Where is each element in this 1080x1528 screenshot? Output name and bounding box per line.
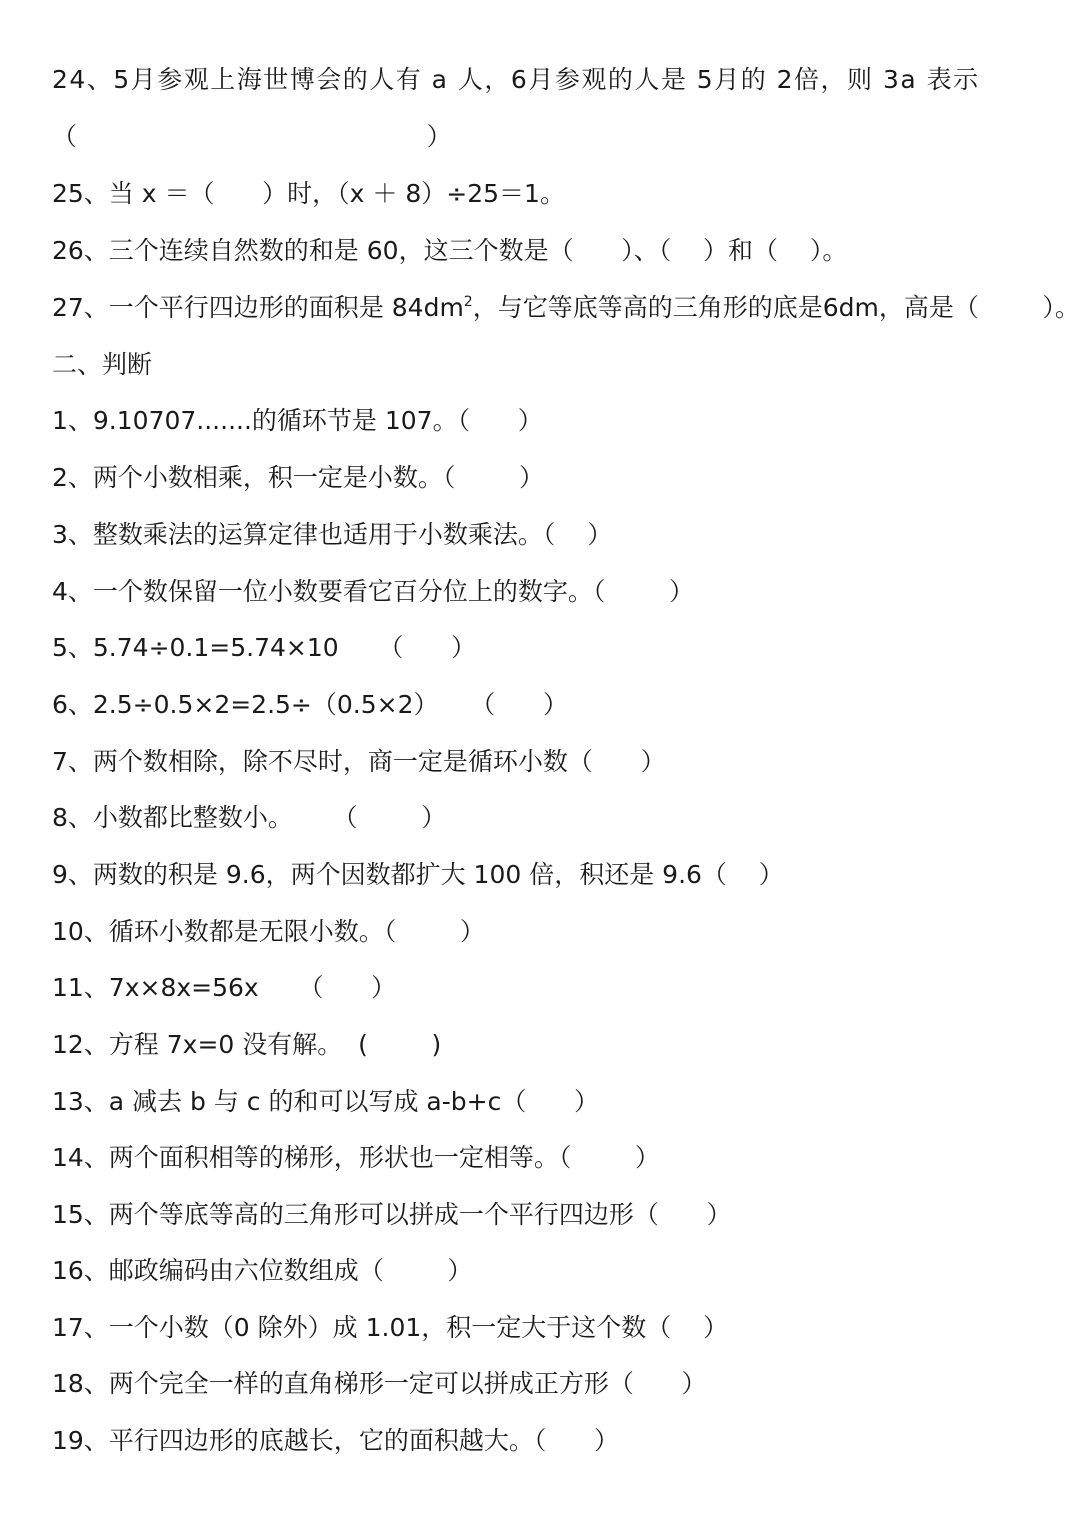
question-25: 25、当 x ＝（ ）时，（x ＋ 8）÷25＝1。 <box>52 179 565 208</box>
judgment-item-15: 15、两个等底等高的三角形可以拼成一个平行四边形（ ） <box>52 1200 732 1229</box>
judgment-item-10: 10、循环小数都是无限小数。（ ） <box>52 917 485 946</box>
judgment-item-14: 14、两个面积相等的梯形，形状也一定相等。（ ） <box>52 1143 660 1172</box>
question-24-answer-blank: （ ） <box>52 122 452 151</box>
judgment-item-9: 9、两数的积是 9.6，两个因数都扩大 100 倍，积还是 9.6（ ） <box>52 860 784 889</box>
judgment-item-11: 11、7x×8x=56x （ ） <box>52 973 397 1002</box>
question-27-text-before: 27、一个平行四边形的面积是 84dm <box>52 293 464 322</box>
section-title-judgment: 二、判断 <box>52 350 153 379</box>
judgment-item-13: 13、a 减去 b 与 c 的和可以写成 a-b+c（ ） <box>52 1087 600 1116</box>
judgment-item-1: 1、9.10707.......的循环节是 107。（ ） <box>52 406 543 435</box>
question-27-text-after: ，与它等底等高的三角形的底是6dm，高是（ ）。 <box>472 293 1080 322</box>
judgment-item-4: 4、一个数保留一位小数要看它百分位上的数字。（ ） <box>52 577 694 606</box>
question-24: 24、5月参观上海世博会的人有 a 人，6月参观的人是 5月的 2倍，则 3a 表示 <box>52 65 980 94</box>
superscript-exponent: 2 <box>463 294 473 310</box>
judgment-item-8: 8、小数都比整数小。 （ ） <box>52 803 447 832</box>
question-26: 26、三个连续自然数的和是 60，这三个数是（ ）、（ ）和（ ）。 <box>52 236 848 265</box>
judgment-item-2: 2、两个小数相乘，积一定是小数。（ ） <box>52 463 544 492</box>
question-27 <box>52 291 1080 325</box>
judgment-item-6: 6、2.5÷0.5×2=2.5÷（0.5×2） （ ） <box>52 690 568 719</box>
judgment-item-17: 17、一个小数（0 除外）成 1.01，积一定大于这个数（ ） <box>52 1313 729 1342</box>
judgment-item-5: 5、5.74÷0.1=5.74×10 （ ） <box>52 633 477 662</box>
judgment-item-19: 19、平行四边形的底越长，它的面积越大。（ ） <box>52 1426 619 1455</box>
judgment-item-16: 16、邮政编码由六位数组成（ ） <box>52 1256 473 1285</box>
judgment-item-12: 12、方程 7x=0 没有解。 ( ) <box>52 1030 442 1059</box>
judgment-item-7: 7、两个数相除，除不尽时，商一定是循环小数（ ） <box>52 747 666 776</box>
judgment-item-3: 3、整数乘法的运算定律也适用于小数乘法。（ ） <box>52 520 613 549</box>
judgment-item-18: 18、两个完全一样的直角梯形一定可以拼成正方形（ ） <box>52 1369 707 1398</box>
